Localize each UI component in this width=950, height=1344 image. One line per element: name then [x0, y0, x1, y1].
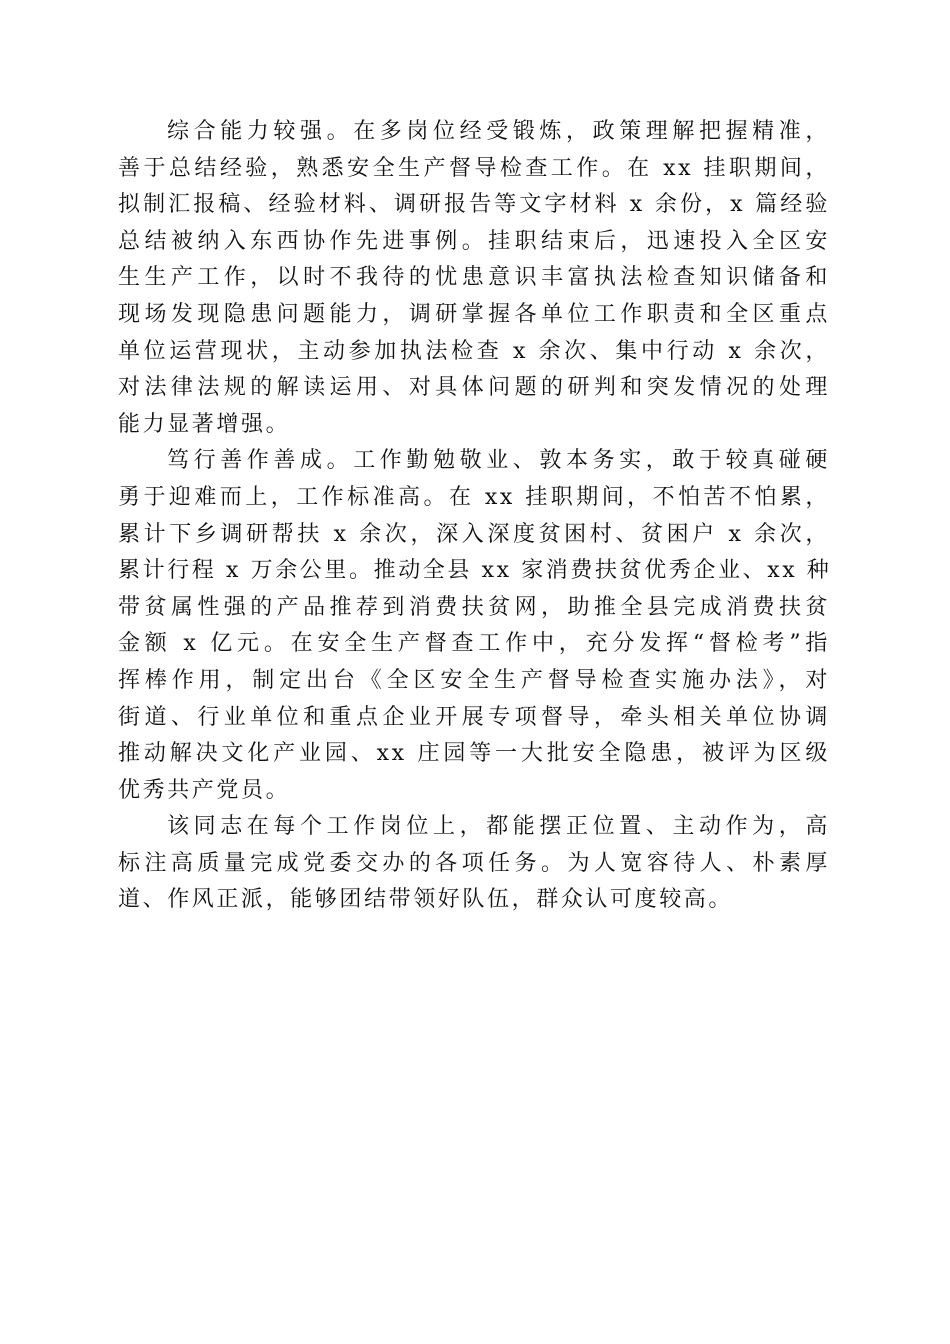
text-line: 勇于迎难而上，工作标准高。在 xx 挂职期间，不怕苦不怕累， [118, 484, 830, 510]
text-line: 优秀共产党员。 [118, 777, 291, 803]
text-line: 挥棒作用，制定出台《全区安全生产督导检查实施办法》，对 [118, 667, 830, 693]
paragraph-diligent-work [118, 443, 830, 809]
text-line: 综合能力较强。在多岗位经受锻炼，政策理解把握精准， [167, 119, 830, 144]
text-line: 生生产工作，以时不我待的忧患意识丰富执法检查知识储备和 [118, 265, 830, 291]
text-line: 现场发现隐患问题能力，调研掌握各单位工作职责和全区重点 [118, 301, 830, 327]
text-line: 拟制汇报稿、经验材料、调研报告等文字材料 x 余份，x 篇经验 [118, 192, 830, 218]
paragraph-comprehensive-ability [118, 114, 830, 443]
text-line: 推动解决文化产业园、xx 庄园等一大批安全隐患，被评为区级 [118, 741, 830, 767]
text-line: 笃行善作善成。工作勤勉敬业、敦本务实，敢于较真碰硬 [167, 448, 830, 474]
text-line: 该同志在每个工作岗位上，都能摆正位置、主动作为，高 [167, 814, 830, 840]
text-line: 累计下乡调研帮扶 x 余次，深入深度贫困村、贫困户 x 余次， [118, 521, 830, 547]
text-line: 总结被纳入东西协作先进事例。挂职结束后，迅速投入全区安 [118, 228, 830, 254]
text-line: 累计行程 x 万余公里。推动全县 xx 家消费扶贫优秀企业、xx 种 [118, 558, 832, 584]
text-line: 道、作风正派，能够团结带领好队伍，群众认可度较高。 [118, 887, 734, 913]
text-line: 带贫属性强的产品推荐到消费扶贫网，助推全县完成消费扶贫 [118, 594, 830, 620]
text-line: 单位运营现状，主动参加执法检查 x 余次、集中行动 x 余次， [118, 338, 830, 364]
text-line: 金额 x 亿元。在安全生产督查工作中，充分发挥“督检考”指 [118, 631, 830, 657]
document-body [118, 114, 830, 919]
paragraph-summary [118, 809, 830, 919]
text-line: 街道、行业单位和重点企业开展专项督导，牵头相关单位协调 [118, 704, 830, 730]
text-line: 对法律法规的解读运用、对具体问题的研判和突发情况的处理 [118, 375, 830, 401]
text-line: 善于总结经验，熟悉安全生产督导检查工作。在 xx 挂职期间， [118, 155, 830, 181]
text-line: 能力显著增强。 [118, 411, 291, 437]
text-line: 标注高质量完成党委交办的各项任务。为人宽容待人、朴素厚 [118, 850, 830, 876]
